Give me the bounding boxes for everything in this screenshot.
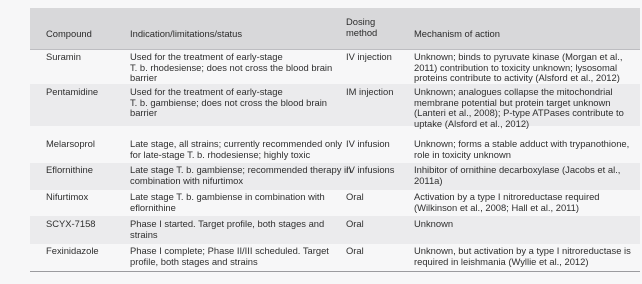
cell-indication: Phase I started. Target profile, both stages and strains bbox=[130, 218, 325, 240]
cell-mechanism: Unknown; analogues collapse the mitochondrial membrane potential but protein target unknown (Lanteri et al., 2008); P-type ATPases contribute to uptake (Alsford et al., 2012) bbox=[414, 86, 624, 129]
cell-compound: Fexinidazole bbox=[46, 245, 99, 256]
cell-indication: Late stage T. b. gambiense; recommended therapy in combination with nifurtimox bbox=[130, 164, 352, 186]
cell-indication: Late stage, all strains; currently recommended only for late-stage T. b. rhodesiense; highly toxic bbox=[130, 138, 343, 160]
cell-indication: Phase I complete; Phase II/III scheduled. Target profile, both stages and strains bbox=[130, 245, 329, 267]
cell-compound: SCYX-7158 bbox=[46, 218, 96, 229]
cell-compound: Eflornithine bbox=[46, 164, 93, 175]
cell-mechanism: Inhibitor of ornithine decarboxylase (Jacobs et al., 2011a) bbox=[414, 164, 621, 186]
cell-dosing: Oral bbox=[346, 218, 364, 229]
cell-indication: Used for the treatment of early-stage T. b. gambiense; does not cross the blood brain barrier bbox=[130, 86, 327, 119]
cell-dosing: IV infusion bbox=[346, 138, 390, 149]
cell-compound: Suramin bbox=[46, 51, 81, 62]
cell-mechanism: Unknown, but activation by a type I nitroreductase is required in leishmania (Wyllie et al., 2012) bbox=[414, 245, 631, 267]
cell-compound: Melarsoprol bbox=[46, 138, 95, 149]
cell-dosing: IM injection bbox=[346, 86, 394, 97]
table-header-band bbox=[30, 8, 640, 50]
cell-compound: Pentamidine bbox=[46, 86, 99, 97]
header-mechanism: Mechanism of action bbox=[414, 28, 500, 39]
cell-mechanism: Unknown bbox=[414, 218, 454, 229]
header-indication: Indication/limitations/status bbox=[130, 28, 243, 39]
cell-dosing: IV infusions bbox=[346, 164, 395, 175]
cell-mechanism: Unknown; forms a stable adduct with trypanothione, role in toxicity unknown bbox=[414, 138, 630, 160]
cell-dosing: IV injection bbox=[346, 51, 392, 62]
cell-compound: Nifurtimox bbox=[46, 191, 89, 202]
row-band bbox=[30, 216, 640, 244]
cell-mechanism: Activation by a type I nitroreductase required (Wilkinson et al., 2008; Hall et al., 2011) bbox=[414, 191, 600, 213]
cell-dosing: Oral bbox=[346, 245, 364, 256]
cell-dosing: Oral bbox=[346, 191, 364, 202]
header-compound: Compound bbox=[46, 28, 92, 39]
cell-indication: Late stage T. b. gambiense in combination with eflornithine bbox=[130, 191, 325, 213]
cell-indication: Used for the treatment of early-stage T. b. rhodesiense; does not cross the blood brain barrier bbox=[130, 51, 333, 84]
header-dosing-method: Dosing method bbox=[346, 16, 378, 38]
table-bottom-rule bbox=[30, 271, 640, 272]
cell-mechanism: Unknown; binds to pyruvate kinase (Morgan et al., 2011) contribution to toxicity unknown; lysosomal proteins contribute to activity (Alsford et al., 2012) bbox=[414, 51, 623, 84]
